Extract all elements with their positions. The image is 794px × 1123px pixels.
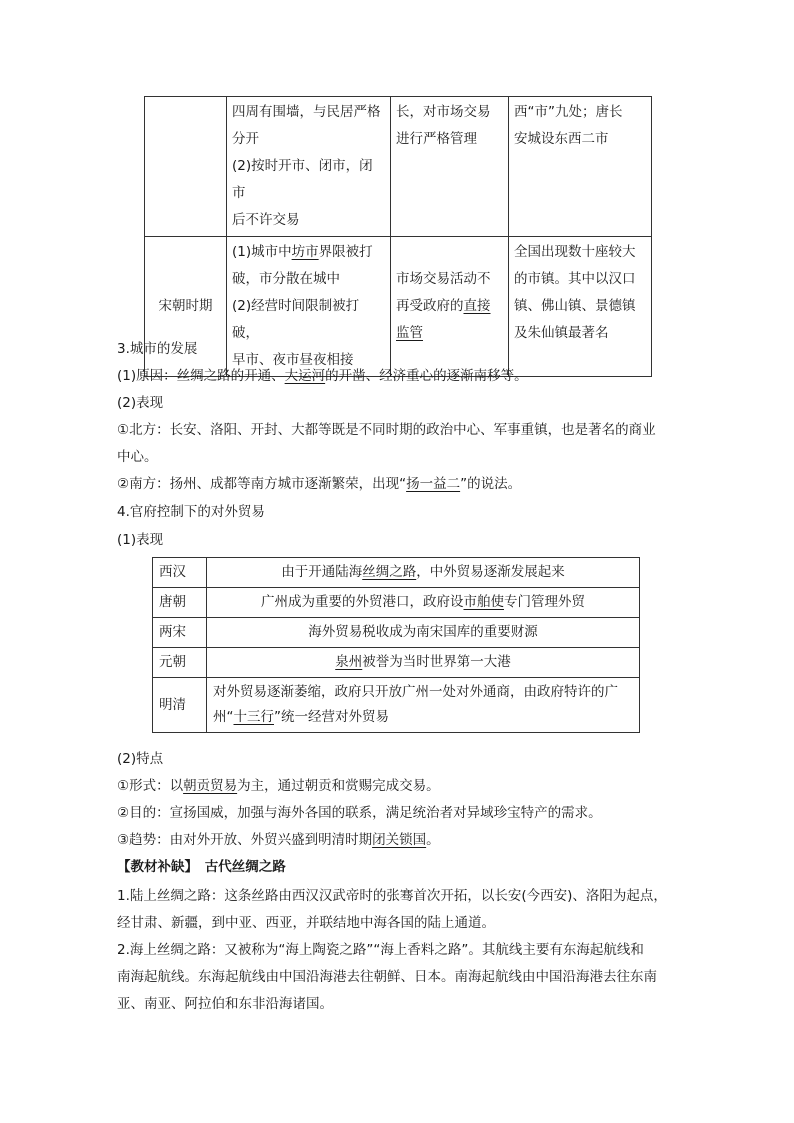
paragraph-land-silk-road-1: 1.陆上丝绸之路：这条丝路由西汉汉武帝时的张骞首次开拓，以长安(今西安)、洛阳为起点， <box>117 888 667 904</box>
section-heading: 4.官府控制下的对外贸易 <box>117 504 265 520</box>
paragraph-reason: (1)原因：丝绸之路的开通、大运河的开凿、经济重心的逐渐南移等。 <box>117 368 528 384</box>
table-cell-content: 对外贸易逐渐萎缩，政府只开放广州一处对外通商，由政府特许的广 州“十三行”统一经营对外贸易 <box>207 678 640 733</box>
table-cell-example: 全国出现数十座较大 的市镇。其中以汉口 镇、佛山镇、景德镇 及朱仙镇最著名 <box>509 237 652 377</box>
table-cell-content: 由于开通陆海丝绸之路，中外贸易逐渐发展起来 <box>207 558 640 588</box>
table-cell-content: 泉州被誉为当时世界第一大港 <box>207 648 640 678</box>
table-cell-features: 四周有围墙，与民居严格 分开 (2)按时开市、闭市，闭市 后不许交易 <box>227 97 391 237</box>
paragraph-south: ②南方：扬州、成都等南方城市逐渐繁荣，出现“扬一益二”的说法。 <box>117 476 522 492</box>
table-row <box>153 618 640 648</box>
paragraph-purpose: ②目的：宣扬国威，加强与海外各国的联系，满足统治者对异域珍宝特产的需求。 <box>117 805 602 821</box>
paragraph-land-silk-road-2: 经甘肃、新疆，到中亚、西亚，并联结地中海各国的陆上通道。 <box>117 915 495 931</box>
foreign-trade-table <box>152 557 640 733</box>
paragraph-sea-silk-road-3: 亚、南亚、阿拉伯和东非沿海诸国。 <box>117 996 333 1012</box>
table-cell-management: 长，对市场交易 进行严格管理 <box>391 97 509 237</box>
subheading: (1)表现 <box>117 532 164 548</box>
table-row <box>153 588 640 618</box>
paragraph-sea-silk-road-2: 南海起航线。东海起航线由中国沿海港去往朝鲜、日本。南海起航线由中国沿海港去往东南 <box>117 969 657 985</box>
table-row <box>145 97 652 237</box>
table-cell-features: (1)城市中坊市界限被打 破，市分散在城中 (2)经营时间限制被打破， 早市、夜市昼夜相接 <box>227 237 391 377</box>
table-row <box>153 648 640 678</box>
table-cell-dynasty: 唐朝 <box>153 588 207 618</box>
paragraph-sea-silk-road-1: 2.海上丝绸之路：又被称为“海上陶瓷之路”“海上香料之路”。其航线主要有东海起航线和 <box>117 942 644 958</box>
supplement-heading: 【教材补缺】 古代丝绸之路 <box>117 859 286 875</box>
paragraph-form: ①形式：以朝贡贸易为主，通过朝贡和赏赐完成交易。 <box>117 778 440 794</box>
table-cell-dynasty: 西汉 <box>153 558 207 588</box>
paragraph-north-1: ①北方：长安、洛阳、开封、大都等既是不同时期的政治中心、军事重镇，也是著名的商业 <box>117 422 656 438</box>
table-cell-content: 广州成为重要的外贸港口，政府设市舶使专门管理外贸 <box>207 588 640 618</box>
table-cell-dynasty: 元朝 <box>153 648 207 678</box>
paragraph-trend: ③趋势：由对外开放、外贸兴盛到明清时期闭关锁国。 <box>117 832 440 848</box>
paragraph-north-2: 中心。 <box>117 449 158 465</box>
subheading: (2)表现 <box>117 395 164 411</box>
table-cell-dynasty: 两宋 <box>153 618 207 648</box>
section-heading: 3.城市的发展 <box>117 341 198 357</box>
table-cell-era-empty <box>145 97 227 237</box>
table-cell-era: 宋朝时期 <box>145 237 227 377</box>
table-row <box>153 558 640 588</box>
table-cell-dynasty: 明清 <box>153 678 207 733</box>
table-cell-example: 西“市”九处；唐长 安城设东西二市 <box>509 97 652 237</box>
table-cell-content: 海外贸易税收成为南宋国库的重要财源 <box>207 618 640 648</box>
subheading: (2)特点 <box>117 751 164 767</box>
table-cell-management: 市场交易活动不 再受政府的直接 监管 <box>391 237 509 377</box>
city-market-table <box>144 96 652 377</box>
table-row <box>153 678 640 733</box>
